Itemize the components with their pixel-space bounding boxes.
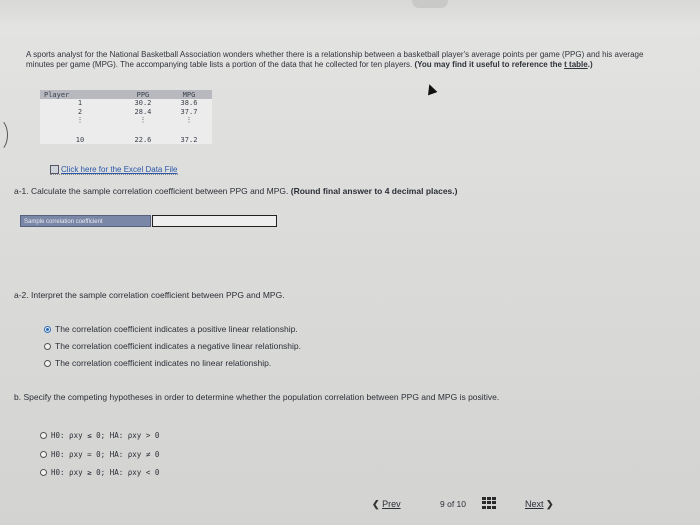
table-cell: ⋮ xyxy=(40,116,120,124)
question-a1-text: a-1. Calculate the sample correlation coefficient between PPG and MPG. xyxy=(14,186,289,196)
answer-row xyxy=(20,215,277,227)
question-a1 xyxy=(14,186,457,196)
hypothesis-label: H0: ρxy ≥ 0; HA: ρxy < 0 xyxy=(51,468,160,477)
intro-paragraph xyxy=(26,50,646,70)
radio-selected-icon[interactable] xyxy=(44,326,51,333)
table-row xyxy=(40,108,212,117)
intro-text: A sports analyst for the National Basketball Association wonders whether there is a relationship between a basketball player's average points per game (PPG) and his average minutes per game (MPG). The accompanying table lists a portion of the data that he collected for ten players. xyxy=(26,50,644,69)
chevron-right-icon: ❯ xyxy=(546,499,554,509)
b-option-1[interactable] xyxy=(40,431,159,440)
intro-hint-end: .) xyxy=(587,60,593,69)
table-cell: ⋮ xyxy=(166,116,212,124)
radio-icon[interactable] xyxy=(40,432,47,439)
table-cell: 30.2 xyxy=(120,99,166,108)
a2-option-negative[interactable] xyxy=(44,341,301,351)
prev-label: Prev xyxy=(382,499,401,509)
table-row xyxy=(40,116,212,124)
grid-icon[interactable] xyxy=(482,497,496,509)
chevron-left-icon: ❮ xyxy=(372,499,380,509)
a2-option-none[interactable] xyxy=(44,358,271,368)
table-header-player: Player xyxy=(40,90,120,99)
hypothesis-label: H0: ρxy ≤ 0; HA: ρxy > 0 xyxy=(51,431,160,440)
table-cell: ⋮ xyxy=(120,116,166,124)
radio-icon[interactable] xyxy=(40,451,47,458)
excel-link-text: Click here for the Excel Data File xyxy=(61,165,178,174)
b-option-2[interactable] xyxy=(40,450,159,459)
option-label: The correlation coefficient indicates no linear relationship. xyxy=(55,358,272,368)
table-cell: 28.4 xyxy=(120,108,166,117)
question-b: b. Specify the competing hypotheses in order to determine whether the population correlation between PPG and MPG is positive. xyxy=(14,392,500,402)
radio-icon[interactable] xyxy=(44,343,51,350)
radio-icon[interactable] xyxy=(44,360,51,367)
table-row xyxy=(40,99,212,108)
table-cell: 37.2 xyxy=(166,124,212,144)
table-header-row xyxy=(40,90,212,99)
top-tab-nub xyxy=(412,0,448,8)
question-a1-instruction: (Round final answer to 4 decimal places.) xyxy=(290,186,458,196)
next-button[interactable] xyxy=(525,499,554,510)
question-a2: a-2. Interpret the sample correlation coefficient between PPG and MPG. xyxy=(14,290,285,300)
option-label: The correlation coefficient indicates a negative linear relationship. xyxy=(55,341,302,351)
next-label: Next xyxy=(525,499,544,509)
table-cell: 1 xyxy=(40,99,120,108)
intro-hint: (You may find it useful to reference the xyxy=(414,60,565,69)
page-counter: 9 of 10 xyxy=(440,499,466,509)
table-header-ppg: PPG xyxy=(120,90,166,99)
data-table xyxy=(40,90,212,144)
answer-label: Sample correlation coefficient xyxy=(20,215,151,227)
table-cell: 38.6 xyxy=(166,99,212,108)
edge-arc-decoration xyxy=(0,118,8,152)
prev-button[interactable] xyxy=(372,499,401,510)
table-cell: 10 xyxy=(40,124,120,144)
radio-icon[interactable] xyxy=(40,469,47,476)
table-cell: 22.6 xyxy=(120,124,166,144)
top-bar xyxy=(0,0,700,24)
hypothesis-label: H0: ρxy = 0; HA: ρxy ≠ 0 xyxy=(51,450,160,459)
ttable-link[interactable]: t table xyxy=(564,60,588,69)
table-header-mpg: MPG xyxy=(166,90,212,99)
a2-option-positive[interactable] xyxy=(44,324,298,334)
excel-file-icon xyxy=(50,165,59,174)
table-row xyxy=(40,124,212,144)
table-cell: 2 xyxy=(40,108,120,117)
table-cell: 37.7 xyxy=(166,108,212,117)
mouse-cursor-icon xyxy=(425,83,438,96)
correlation-input[interactable] xyxy=(152,215,277,227)
option-label: The correlation coefficient indicates a positive linear relationship. xyxy=(55,324,298,334)
b-option-3[interactable] xyxy=(40,468,159,477)
excel-data-link[interactable] xyxy=(50,165,178,175)
